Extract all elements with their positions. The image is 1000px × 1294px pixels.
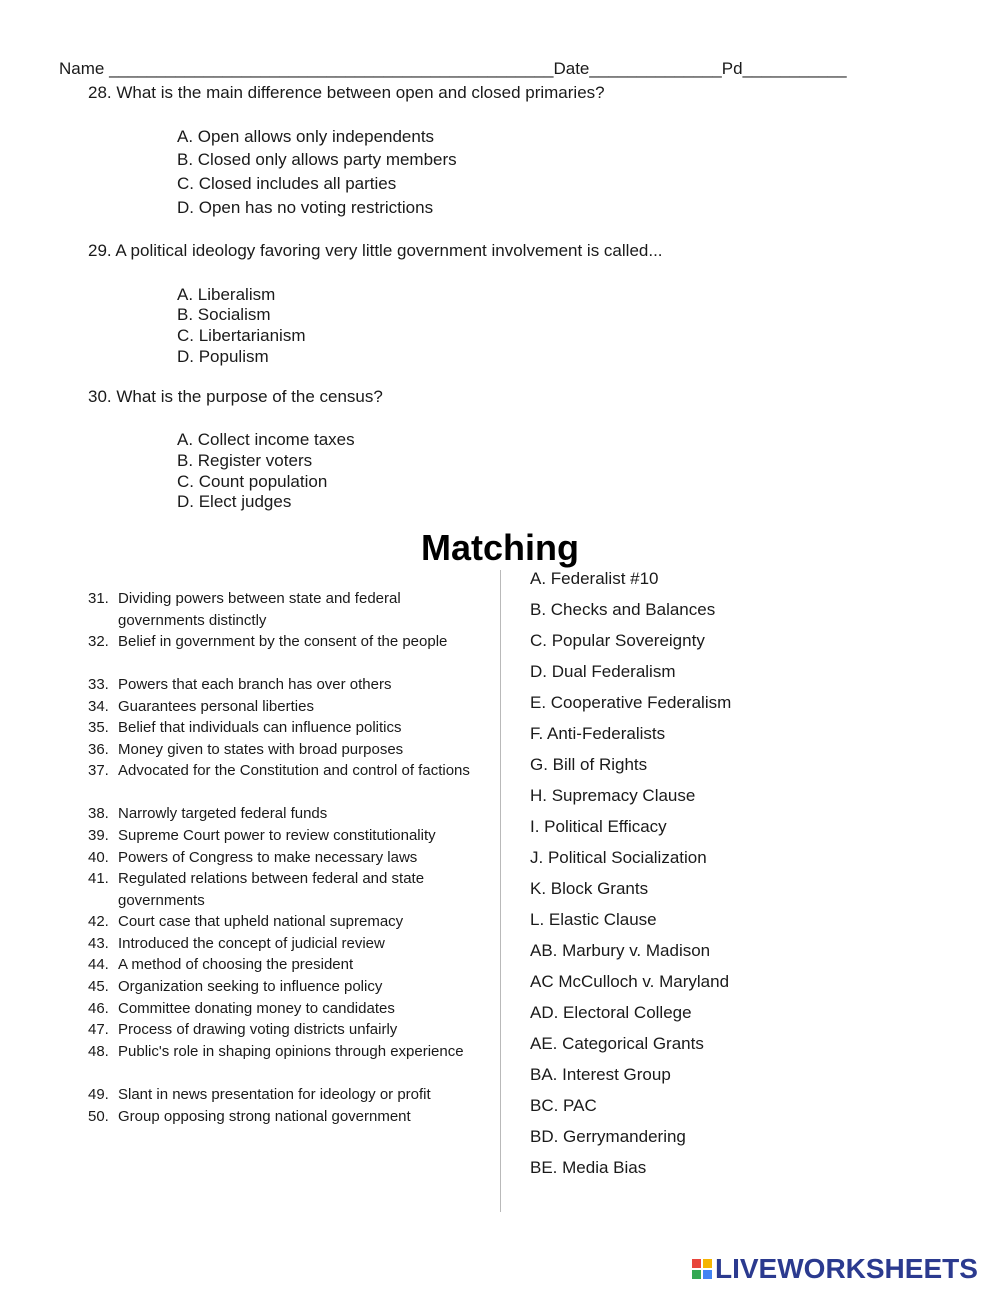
- item-text: Money given to states with broad purposes: [118, 741, 404, 758]
- matching-item[interactable]: [88, 847, 488, 869]
- matching-item[interactable]: [88, 1041, 488, 1063]
- item-number: 44.: [88, 956, 109, 973]
- name-field[interactable]: _______________________________________________: [109, 59, 554, 78]
- item-number: 39.: [88, 827, 109, 844]
- item-number: 42.: [88, 913, 109, 930]
- answer-choice[interactable]: K. Block Grants: [530, 879, 649, 898]
- answer-choice[interactable]: F. Anti-Federalists: [530, 724, 666, 743]
- date-label: Date: [553, 59, 590, 78]
- item-text: Guarantees personal liberties: [118, 698, 314, 715]
- answer-choice[interactable]: C. Popular Sovereignty: [530, 631, 705, 650]
- matching-item[interactable]: [88, 933, 488, 955]
- item-text: Powers of Congress to make necessary laws: [118, 849, 418, 866]
- item-number: 45.: [88, 978, 109, 995]
- item-text: Group opposing strong national government: [118, 1108, 411, 1125]
- matching-item[interactable]: [88, 976, 488, 998]
- item-number: 46.: [88, 1000, 109, 1017]
- answer-choice[interactable]: J. Political Socialization: [530, 848, 707, 867]
- answer-choice[interactable]: AD. Electoral College: [530, 1003, 692, 1022]
- matching-item[interactable]: [88, 803, 488, 825]
- item-number: 47.: [88, 1021, 109, 1038]
- answer-choice[interactable]: BE. Media Bias: [530, 1158, 647, 1177]
- item-number: 49.: [88, 1086, 109, 1103]
- matching-item[interactable]: [88, 696, 488, 718]
- matching-item[interactable]: [88, 1019, 488, 1041]
- item-number: 41.: [88, 870, 109, 887]
- matching-item[interactable]: [88, 674, 488, 696]
- matching-item[interactable]: [88, 631, 488, 653]
- column-divider: [500, 570, 501, 1212]
- matching-item[interactable]: [88, 868, 488, 911]
- matching-item[interactable]: [88, 739, 488, 761]
- logo-blocks-icon: [692, 1259, 712, 1279]
- liveworksheets-logo: [692, 1252, 978, 1286]
- item-text: Introduced the concept of judicial review: [118, 935, 385, 952]
- matching-item[interactable]: [88, 760, 488, 782]
- matching-item[interactable]: [88, 911, 488, 933]
- matching-item[interactable]: [88, 717, 488, 739]
- item-text: Supreme Court power to review constitutionality: [118, 827, 436, 844]
- period-field[interactable]: ___________: [742, 59, 847, 78]
- option[interactable]: A. Open allows only independents: [177, 127, 435, 146]
- logo-block: [703, 1270, 712, 1279]
- matching-item[interactable]: [88, 825, 488, 847]
- name-label: Name: [59, 59, 105, 78]
- item-number: 40.: [88, 849, 109, 866]
- answer-choice[interactable]: D. Dual Federalism: [530, 662, 676, 681]
- item-text: Regulated relations between federal and state governments: [118, 870, 425, 909]
- answer-choice[interactable]: B. Checks and Balances: [530, 600, 716, 619]
- option[interactable]: D. Populism: [177, 347, 269, 366]
- item-text: Organization seeking to influence policy: [118, 978, 383, 995]
- answer-choice[interactable]: AE. Categorical Grants: [530, 1034, 704, 1053]
- item-text: Advocated for the Constitution and control of factions: [118, 762, 470, 779]
- item-number: 48.: [88, 1043, 109, 1060]
- period-label: Pd: [721, 59, 743, 78]
- item-number: 33.: [88, 676, 109, 693]
- item-number: 38.: [88, 805, 109, 822]
- header-line: [59, 59, 847, 79]
- answer-choice[interactable]: AB. Marbury v. Madison: [530, 941, 711, 960]
- date-field[interactable]: ______________: [589, 59, 722, 78]
- answer-choice[interactable]: A. Federalist #10: [530, 569, 659, 588]
- item-text: A method of choosing the president: [118, 956, 354, 973]
- item-text: Slant in news presentation for ideology or profit: [118, 1086, 431, 1103]
- option[interactable]: A. Collect income taxes: [177, 430, 355, 449]
- logo-block: [692, 1270, 701, 1279]
- item-text: Narrowly targeted federal funds: [118, 805, 328, 822]
- option[interactable]: D. Open has no voting restrictions: [177, 198, 434, 217]
- item-number: 32.: [88, 633, 109, 650]
- option[interactable]: C. Closed includes all parties: [177, 174, 397, 193]
- item-text: Committee donating money to candidates: [118, 1000, 395, 1017]
- item-number: 35.: [88, 719, 109, 736]
- question-28: 28. What is the main difference between open and closed primaries?: [88, 83, 605, 102]
- answer-choice[interactable]: H. Supremacy Clause: [530, 786, 696, 805]
- logo-block: [703, 1259, 712, 1268]
- question-29: 29. A political ideology favoring very little government involvement is called...: [88, 241, 663, 260]
- item-text: Court case that upheld national supremacy: [118, 913, 404, 930]
- item-text: Public's role in shaping opinions through experience: [118, 1043, 464, 1060]
- item-text: Process of drawing voting districts unfairly: [118, 1021, 398, 1038]
- answer-choice[interactable]: AC McCulloch v. Maryland: [530, 972, 730, 991]
- item-text: Belief that individuals can influence politics: [118, 719, 402, 736]
- option[interactable]: D. Elect judges: [177, 492, 292, 511]
- item-text: Dividing powers between state and federal governments distinctly: [118, 590, 401, 629]
- matching-item[interactable]: [88, 954, 488, 976]
- option[interactable]: A. Liberalism: [177, 285, 276, 304]
- item-number: 50.: [88, 1108, 109, 1125]
- option[interactable]: B. Socialism: [177, 305, 271, 324]
- item-number: 34.: [88, 698, 109, 715]
- item-number: 36.: [88, 741, 109, 758]
- answer-choice[interactable]: E. Cooperative Federalism: [530, 693, 732, 712]
- item-number: 37.: [88, 762, 109, 779]
- option[interactable]: B. Closed only allows party members: [177, 150, 457, 169]
- item-number: 43.: [88, 935, 109, 952]
- answer-choice[interactable]: BA. Interest Group: [530, 1065, 671, 1084]
- option[interactable]: C. Count population: [177, 472, 328, 491]
- option[interactable]: B. Register voters: [177, 451, 313, 470]
- option[interactable]: C. Libertarianism: [177, 326, 306, 345]
- answer-choice[interactable]: BC. PAC: [530, 1096, 597, 1115]
- item-text: Powers that each branch has over others: [118, 676, 392, 693]
- item-text: Belief in government by the consent of the people: [118, 633, 448, 650]
- matching-item[interactable]: [88, 998, 488, 1020]
- logo-block: [692, 1259, 701, 1268]
- answer-choice[interactable]: L. Elastic Clause: [530, 910, 657, 929]
- answer-choice[interactable]: G. Bill of Rights: [530, 755, 648, 774]
- question-30: 30. What is the purpose of the census?: [88, 387, 383, 406]
- logo-wordmark: LIVEWORKSHEETS: [715, 1253, 978, 1284]
- matching-item[interactable]: [88, 1084, 488, 1106]
- answer-choice[interactable]: I. Political Efficacy: [530, 817, 667, 836]
- matching-item[interactable]: [88, 1106, 488, 1128]
- answer-choice[interactable]: BD. Gerrymandering: [530, 1127, 686, 1146]
- section-title: Matching: [421, 527, 579, 568]
- item-number: 31.: [88, 590, 109, 607]
- matching-item[interactable]: [88, 588, 488, 631]
